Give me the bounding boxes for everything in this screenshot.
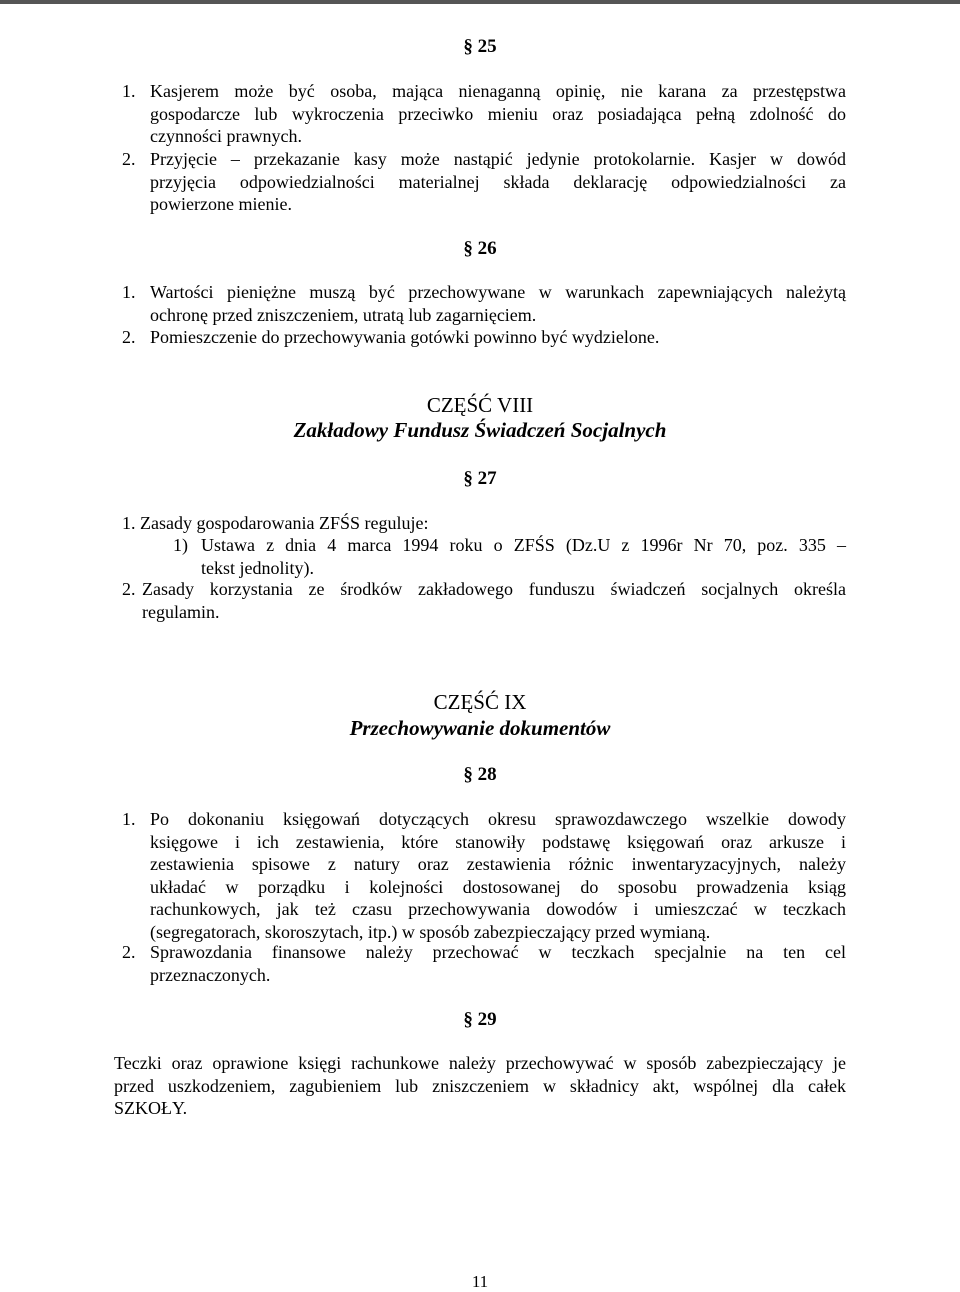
s28-item-1 (122, 808, 846, 943)
text-line: przyjęcia odpowiedzialności materialnej składa deklarację odpowiedzialności za (150, 171, 846, 192)
item-number: 2. (122, 579, 136, 599)
section-26-heading: § 26 (463, 238, 497, 259)
item-number: 2. (122, 327, 136, 347)
s26-item-1 (122, 281, 846, 326)
section-29-heading: § 29 (463, 1009, 497, 1030)
text-line: Po dokonaniu księgowań dotyczących okresu sprawozdawczego wszelkie dowody (150, 809, 846, 829)
text-line: Przyjęcie – przekazanie kasy może nastąpić jedynie protokolarnie. Kasjer w dowód (150, 149, 846, 169)
s25-item-1 (122, 80, 846, 148)
text-line: przed uszkodzeniem, zagubieniem lub zniszczeniem w składnicy akt, wspólnej dla całek (114, 1075, 846, 1096)
item-number: 1. (122, 81, 136, 101)
section-27-heading: § 27 (463, 468, 497, 489)
top-border (0, 0, 960, 4)
part-9-subtitle: Przechowywanie dokumentów (349, 716, 611, 740)
s27-subitem-1 (173, 534, 846, 579)
s27-item-2 (122, 578, 846, 623)
item-number: 1. (122, 282, 136, 302)
text-line: Pomieszczenie do przechowywania gotówki powinno być wydzielone. (150, 327, 660, 347)
item-number: 1. (122, 809, 136, 829)
text-line: regulamin. (142, 601, 220, 622)
page-number: 11 (471, 1272, 489, 1291)
text-line: zestawienia spisowe z natury oraz zestawienia różnic inwentaryzacyjnych, należy (150, 854, 846, 874)
text-line: Teczki oraz oprawione księgi rachunkowe należy przechowywać w sposób zabezpieczający je (114, 1053, 846, 1073)
section-25-heading: § 25 (463, 36, 497, 57)
text-line: (segregatorach, skoroszytach, itp.) w sposób zabezpieczający przed wymianą. (150, 921, 711, 942)
s26-item-2 (122, 326, 846, 349)
text-line: rachunkowych, jak też czasu przechowywania dowodów i umieszczać w teczkach (150, 899, 846, 919)
s29-paragraph (114, 1052, 846, 1120)
section-28-heading: § 28 (463, 764, 497, 785)
part-9-title: CZĘŚĆ IX (433, 690, 527, 714)
text-line: Sprawozdania finansowe należy przechować w teczkach specjalnie na ten cel (150, 942, 846, 962)
text-line: powierzone mienie. (150, 194, 292, 214)
text-line: przeznaczonych. (150, 964, 271, 985)
text-line: SZKOŁY. (114, 1098, 188, 1118)
part-8-subtitle: Zakładowy Fundusz Świadczeń Socjalnych (293, 418, 667, 442)
s27-item-1: 1. Zasady gospodarowania ZFŚS reguluje: (122, 513, 429, 533)
part-8-title: CZĘŚĆ VIII (426, 393, 534, 417)
text-line: Wartości pieniężne muszą być przechowywane w warunkach zapewniających należytą (150, 282, 846, 302)
s28-item-2 (122, 941, 846, 986)
text-line: tekst jednolity). (201, 557, 314, 578)
text-line: Ustawa z dnia 4 marca 1994 roku o ZFŚS (Dz.U z 1996r Nr 70, poz. 335 – (201, 535, 846, 555)
text-line: czynności prawnych. (150, 126, 302, 146)
text-line: księgowe i ich zestawienia, które stanowiły podstawę księgowań oraz arkusze i (150, 831, 846, 852)
text-line: gospodarcze lub wykroczenia przeciwko mieniu oraz posiadająca pełną zdolność do (150, 103, 846, 124)
text-line: układać w porządku i kolejności dostosowanej do sposobu prowadzenia ksiąg (150, 876, 846, 897)
s25-item-2 (122, 148, 846, 216)
item-number: 2. (122, 149, 136, 169)
subitem-number: 1) (173, 535, 188, 555)
text-line: Kasjerem może być osoba, mająca nienaganną opinię, nie karana za przestępstwa (150, 81, 846, 101)
text-line: Zasady korzystania ze środków zakładowego funduszu świadczeń socjalnych określa (142, 579, 846, 599)
item-number: 2. (122, 942, 136, 962)
text-line: ochronę przed zniszczeniem, utratą lub zagarnięciem. (150, 304, 537, 325)
